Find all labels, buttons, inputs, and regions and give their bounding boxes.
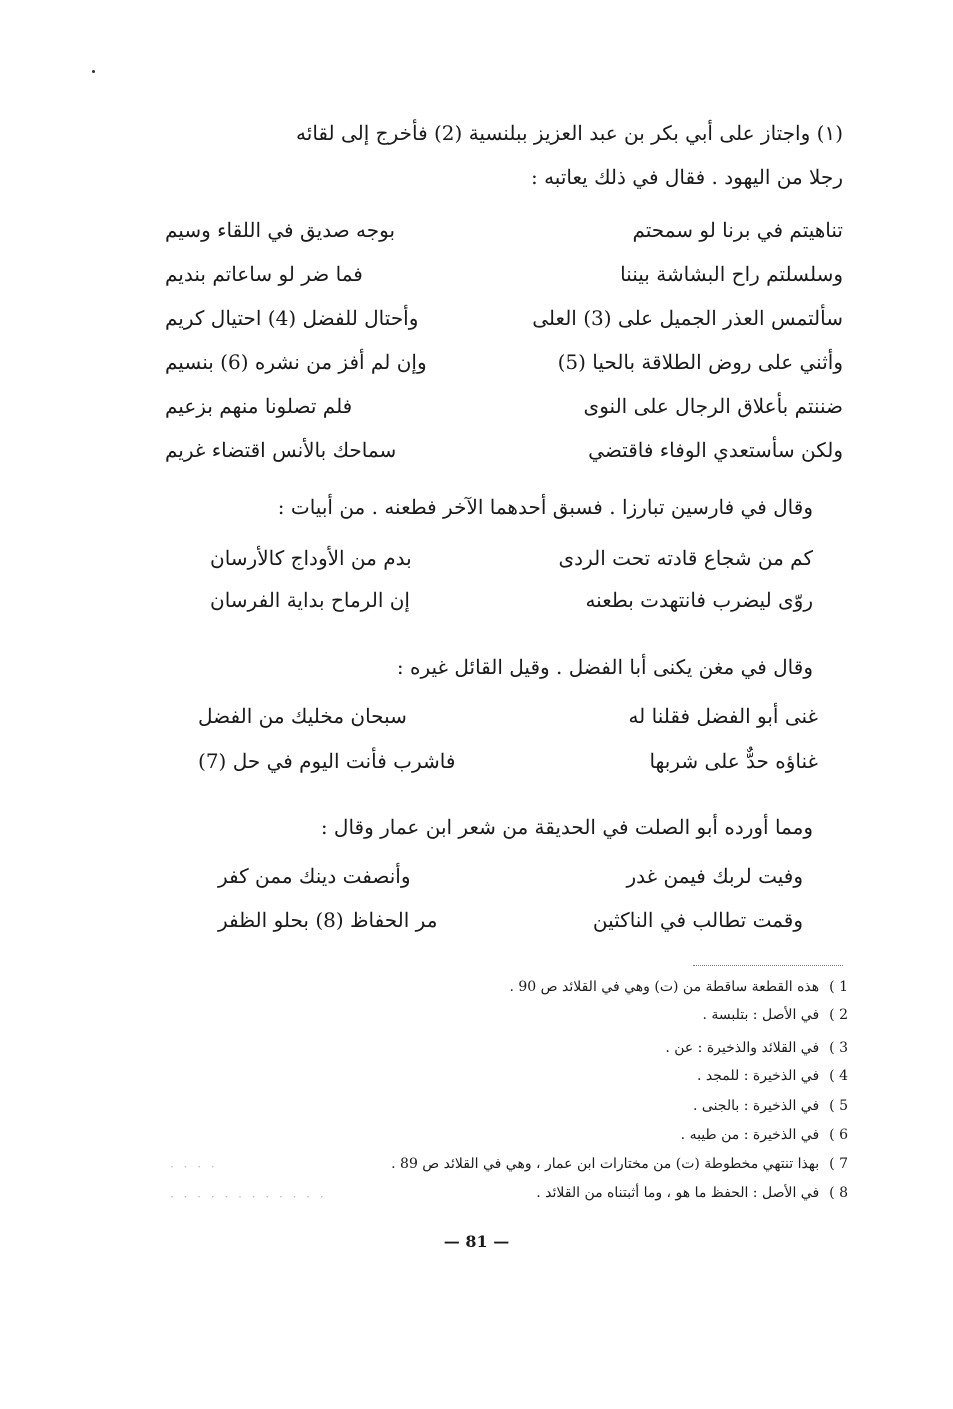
footnote: [697, 1064, 848, 1088]
verse-line: [218, 897, 803, 943]
verse-second-hemistich: سماحك بالأنس اقتضاء غريم: [165, 438, 397, 462]
footnote-number: 1 ): [829, 979, 848, 995]
verse-second-hemistich: بدم من الأوداج كالأرسان: [210, 546, 412, 570]
verse-first-hemistich: غنى أبو الفضل فقلنا له: [628, 704, 818, 728]
verse-first-hemistich: وقمت تطالب في الناكثين: [592, 908, 803, 932]
intro-line-2: رجلا من اليهود . فقال في ذلك يعاتبه :: [530, 165, 843, 189]
footnote: [536, 1181, 848, 1205]
section-intro: وقال في مغن يكنى أبا الفضل . وقيل القائل غيره :: [396, 655, 813, 679]
verse-line: [165, 339, 843, 385]
footnote: [665, 1036, 848, 1060]
verse-second-hemistich: إن الرماح بداية الفرسان: [210, 588, 410, 612]
verse-second-hemistich: فاشرب فأنت اليوم في حل (7): [198, 749, 456, 773]
page-number: — 81 —: [443, 1232, 510, 1251]
verse-first-hemistich: غناؤه حدٌّ على شربها: [649, 749, 818, 773]
verse-line: [165, 295, 843, 341]
footnote-number: 2 ): [829, 1007, 848, 1023]
verse-line: [165, 251, 843, 297]
verse-line: [198, 693, 818, 739]
footnote-separator: [693, 965, 843, 966]
footnote-number: 4 ): [829, 1068, 848, 1084]
verse-line: [210, 535, 813, 581]
footnote-text: في الأصل : بتلبسة .: [702, 1007, 820, 1023]
footnote: [509, 975, 848, 999]
verse-first-hemistich: وسلسلتم راح البشاشة بيننا: [620, 262, 843, 286]
section-intro: ومما أورده أبو الصلت في الحديقة من شعر ابن عمار وقال :: [320, 815, 813, 839]
footnote-text: هذه القطعة ساقطة من (ت) وهي في القلائد ص 90 .: [509, 979, 820, 995]
verse-first-hemistich: روّى ليضرب فانتهدت بطعنه: [585, 588, 813, 612]
footnote-text: في الذخيرة : من طيبه .: [680, 1127, 820, 1143]
verse-first-hemistich: ضننتم بأعلاق الرجال على النوى: [583, 394, 843, 418]
verse-first-hemistich: وفيت لربك فيمن غدر: [626, 864, 803, 888]
footnote-text: بهذا تنتهي مخطوطة (ت) من مختارات ابن عمار ، وهي في القلائد ص 89 .: [391, 1156, 820, 1172]
footnote-number: 8 ): [829, 1185, 848, 1201]
verse-second-hemistich: فلم تصلونا منهم بزعيم: [165, 394, 353, 418]
verse-second-hemistich: مر الحفاظ (8) بحلو الظفر: [218, 908, 438, 932]
verse-line: [165, 427, 843, 473]
footnote: [702, 1003, 848, 1027]
verse-line: [165, 383, 843, 429]
footnote: [693, 1094, 848, 1118]
footnote-text: في الذخيرة : بالجنى .: [693, 1098, 820, 1114]
verse-first-hemistich: كم من شجاع قادته تحت الردى: [558, 546, 813, 570]
verse-second-hemistich: فما ضر لو ساعاتم بنديم: [165, 262, 363, 286]
verse-second-hemistich: سبحان مخليك من الفضل: [198, 704, 407, 728]
verse-first-hemistich: سألتمس العذر الجميل على (3) العلى: [532, 306, 843, 330]
verse-line: [198, 738, 818, 784]
verse-second-hemistich: وأحتال للفضل (4) احتيال كريم: [165, 306, 419, 330]
scan-smudge: · · · ·: [170, 1160, 218, 1174]
intro-line-1: (١) واجتاز على أبي بكر بن عبد العزيز ببلنسية (2) فأخرج إلى لقائه: [296, 121, 843, 145]
scan-smudge: · · · · · · · · · · · ·: [170, 1190, 327, 1204]
verse-first-hemistich: تناهيتم في برنا لو سمحتم: [632, 218, 843, 242]
stray-mark: [92, 70, 95, 73]
verse-second-hemistich: وإن لم أفز من نشره (6) بنسيم: [165, 350, 427, 374]
footnote-number: 5 ): [829, 1098, 848, 1114]
footnote: [391, 1152, 848, 1176]
verse-second-hemistich: وأنصفت دينك ممن كفر: [218, 864, 411, 888]
verse-second-hemistich: بوجه صديق في اللقاء وسيم: [165, 218, 396, 242]
verse-line: [218, 853, 803, 899]
verse-first-hemistich: وأثني على روض الطلاقة بالحيا (5): [557, 350, 843, 374]
footnote: [681, 1123, 848, 1147]
verse-first-hemistich: ولكن سأستعدي الوفاء فاقتضي: [588, 438, 843, 462]
section-intro: وقال في فارسين تبارزا . فسبق أحدهما الآخر فطعنه . من أبيات :: [277, 495, 813, 519]
verse-line: [165, 207, 843, 253]
footnote-number: 7 ): [829, 1156, 848, 1172]
verse-line: [210, 577, 813, 623]
footnote-text: في القلائد والذخيرة : عن .: [665, 1040, 820, 1056]
footnote-number: 3 ): [829, 1040, 848, 1056]
footnote-text: في الأصل : الحفظ ما هو ، وما أثبتناه من القلائد .: [536, 1185, 820, 1201]
footnote-text: في الذخيرة : للمجد .: [697, 1068, 820, 1084]
footnote-number: 6 ): [829, 1127, 848, 1143]
